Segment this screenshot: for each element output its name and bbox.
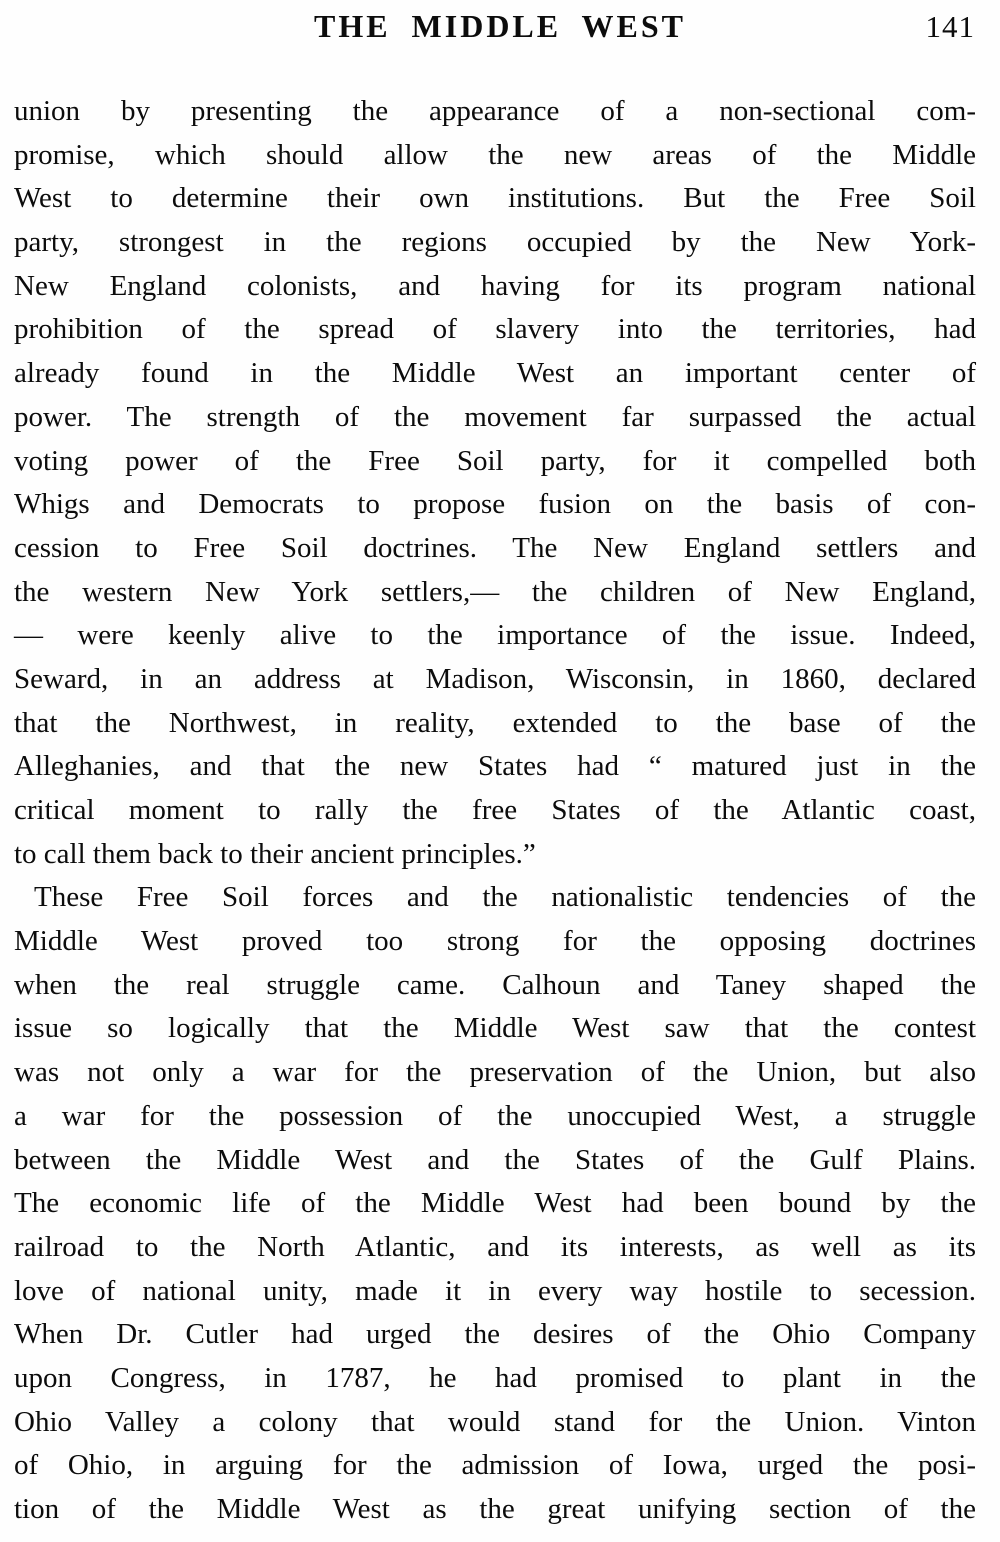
text-line: issue so logically that the Middle West saw that the contest: [14, 1012, 976, 1045]
text-line: the western New York settlers,— the children of New England,: [14, 575, 976, 608]
text-line: Alleghanies, and that the new States had “ matured just in the: [14, 750, 976, 783]
text-line: to call them back to their ancient principles.”: [14, 837, 536, 870]
text-line: Seward, in an address at Madison, Wisconsin, in 1860, declared: [14, 662, 976, 695]
text-line: union by presenting the appearance of a non-sectional com-: [14, 95, 976, 127]
text-line: upon Congress, in 1787, he had promised to plant in the: [14, 1361, 976, 1394]
text-line: love of national unity, made it in every way hostile to secession.: [14, 1274, 976, 1307]
text-line: New England colonists, and having for its program national: [14, 269, 976, 302]
text-line: cession to Free Soil doctrines. The New England settlers and: [14, 531, 976, 564]
text-line: a war for the possession of the unoccupied West, a struggle: [14, 1099, 976, 1132]
text-line: When Dr. Cutler had urged the desires of the Ohio Company: [14, 1318, 976, 1351]
text-line: tion of the Middle West as the great unifying section of the: [14, 1493, 976, 1525]
text-line: — were keenly alive to the importance of the issue. Indeed,: [14, 619, 976, 652]
text-line: of Ohio, in arguing for the admission of Iowa, urged the posi-: [14, 1449, 976, 1482]
text-line: power. The strength of the movement far surpassed the actual: [14, 400, 976, 433]
text-line: voting power of the Free Soil party, for it compelled both: [14, 444, 976, 477]
text-line: critical moment to rally the free States of the Atlantic coast,: [14, 794, 976, 826]
running-head-title: THE MIDDLE WEST: [313, 8, 687, 44]
page-number: 141: [925, 9, 975, 44]
text-line: promise, which should allow the new areas of the Middle: [14, 138, 976, 171]
text-line: that the Northwest, in reality, extended to the base of the: [14, 706, 976, 739]
text-line: between the Middle West and the States of the Gulf Plains.: [14, 1143, 976, 1176]
text-line: when the real struggle came. Calhoun and Taney shaped the: [14, 968, 976, 1001]
text-line: These Free Soil forces and the nationalistic tendencies of the: [34, 881, 976, 914]
text-line: already found in the Middle West an important center of: [14, 357, 976, 390]
paragraph: [14, 90, 976, 876]
text-line: West to determine their own institutions. But the Free Soil: [14, 182, 976, 215]
text-line: Ohio Valley a colony that would stand for the Union. Vinton: [14, 1405, 976, 1438]
text-line: party, strongest in the regions occupied by the New York-: [14, 226, 976, 259]
page-header: [0, 8, 1000, 54]
text-line: The economic life of the Middle West had been bound by the: [14, 1187, 976, 1220]
text-line: prohibition of the spread of slavery into the territories, had: [14, 313, 976, 346]
page-body: [14, 90, 976, 1532]
text-line: railroad to the North Atlantic, and its interests, as well as its: [14, 1230, 976, 1263]
text-line: Middle West proved too strong for the opposing doctrines: [14, 925, 976, 958]
paragraph: [14, 876, 976, 1531]
text-line: Whigs and Democrats to propose fusion on the basis of con-: [14, 488, 976, 521]
text-line: was not only a war for the preservation of the Union, but also: [14, 1056, 976, 1089]
